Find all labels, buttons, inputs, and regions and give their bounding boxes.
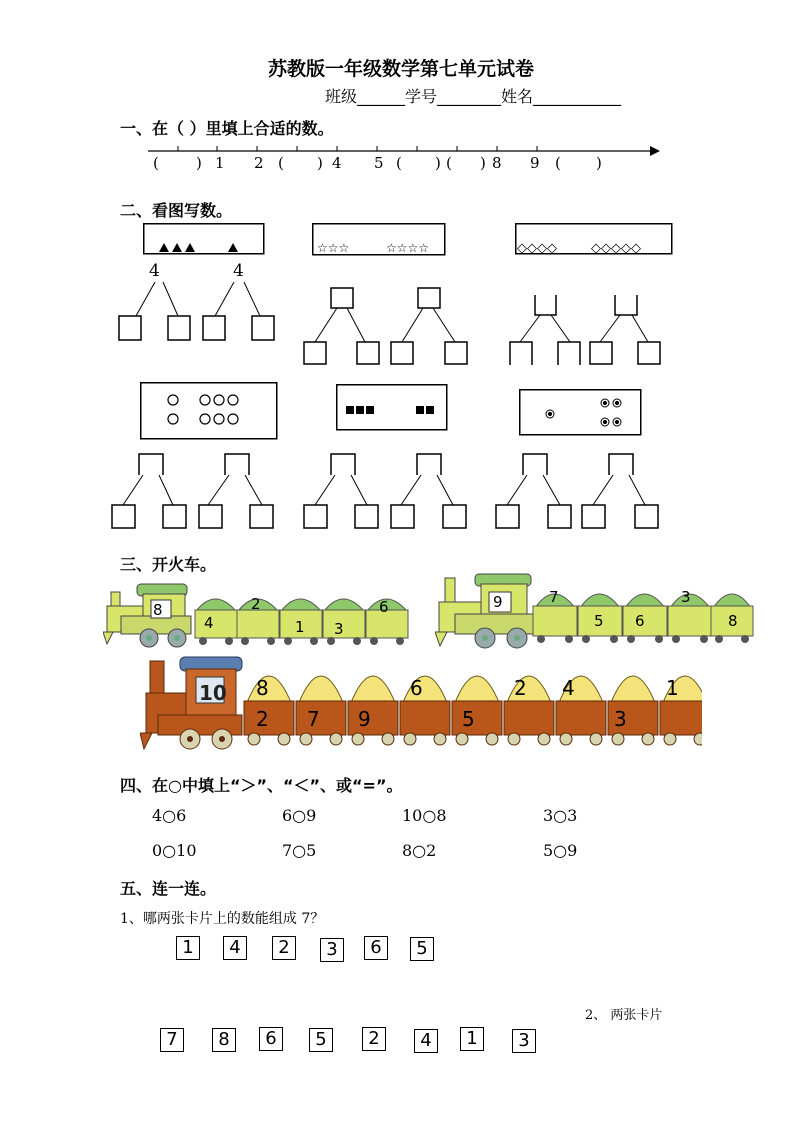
- train-3-car-body: [452, 701, 502, 735]
- train-3-car-bottom-number: 9: [358, 707, 371, 731]
- train-3-wheel: [590, 733, 602, 745]
- nl-paren-close: ): [435, 154, 441, 172]
- train-3-wheel: [664, 733, 676, 745]
- train-2-engine-number: 9: [493, 593, 503, 611]
- train-3-wheel: [300, 733, 312, 745]
- train-3-car-body: [400, 701, 450, 735]
- train-3-engine-number: 10: [199, 681, 227, 705]
- number-card[interactable]: 2: [362, 1027, 386, 1051]
- train-3-car-top-number: 1: [666, 676, 679, 700]
- train-2-car-number: 5: [594, 612, 604, 630]
- number-card[interactable]: 3: [512, 1029, 536, 1053]
- nl-number: 1: [215, 154, 225, 172]
- diamonds-picture: [515, 223, 673, 255]
- number-card[interactable]: 2: [272, 936, 296, 960]
- number-card[interactable]: 7: [160, 1028, 184, 1052]
- train-3-car-top-number: 4: [562, 676, 575, 700]
- train-3-wheel: [248, 733, 260, 745]
- nl-paren-open: (: [396, 154, 402, 172]
- triangles-picture: [143, 223, 265, 255]
- train-1-car-number: 3: [334, 620, 344, 638]
- train-3-wheel: [382, 733, 394, 745]
- train-3-car-bottom-number: 7: [307, 707, 320, 731]
- section-2-heading: 二、看图写数。: [120, 201, 233, 220]
- train-1-car-number: 6: [379, 598, 389, 616]
- svg-text:◇◇◇◇◇: ◇◇◇◇◇: [591, 241, 641, 255]
- train-3-wheel: [404, 733, 416, 745]
- section-3-heading: 三、开火车。: [120, 555, 217, 574]
- number-card[interactable]: 3: [320, 938, 344, 962]
- train-1-engine-number: 8: [153, 601, 163, 619]
- circles-picture: [140, 382, 278, 440]
- number-card[interactable]: 4: [414, 1029, 438, 1053]
- tree-top-number: 4: [233, 261, 244, 281]
- train-3-car-body: [296, 701, 346, 735]
- svg-text:◇◇◇◇: ◇◇◇◇: [517, 241, 557, 255]
- train-3-car-bottom-number: 3: [614, 707, 627, 731]
- nl-number: 4: [332, 154, 342, 172]
- train-3-wheel: [538, 733, 550, 745]
- train-3-car-bottom-number: 2: [256, 707, 269, 731]
- train-3-car-top-number: 6: [410, 676, 423, 700]
- train-3-car-body: [244, 701, 294, 735]
- question-2: 2、 两张卡片: [585, 1008, 663, 1023]
- compare-item: 0○10: [152, 841, 197, 860]
- number-card[interactable]: 1: [460, 1027, 484, 1051]
- rings-picture: [519, 389, 642, 436]
- nl-paren-close: ): [317, 154, 323, 172]
- compare-item: 4○6: [152, 806, 187, 825]
- nl-number: 5: [374, 154, 384, 172]
- page-title: 苏教版一年级数学第七单元试卷: [268, 58, 535, 80]
- compare-item: 10○8: [402, 806, 447, 825]
- train-3-car-body: [556, 701, 606, 735]
- train-3-wheel: [456, 733, 468, 745]
- train-2-car-number: 3: [681, 588, 691, 606]
- nl-number: 8: [492, 154, 502, 172]
- train-3-wheel: [612, 733, 624, 745]
- compare-item: 5○9: [543, 841, 578, 860]
- number-card[interactable]: 4: [223, 936, 247, 960]
- train-3-wheel: [278, 733, 290, 745]
- compare-item: 3○3: [543, 806, 578, 825]
- tree-top-number: 4: [149, 261, 160, 281]
- section-4-heading: 四、在○中填上“＞”、“＜”、或“=”。: [120, 776, 403, 795]
- train-3-wheel: [560, 733, 572, 745]
- nl-paren-close: ): [480, 154, 486, 172]
- train-1-car-number: 1: [295, 618, 305, 636]
- compare-item: 7○5: [282, 841, 317, 860]
- svg-text:☆☆☆☆: ☆☆☆☆: [386, 241, 430, 255]
- train-3-wheel: [642, 733, 654, 745]
- compare-item: 8○2: [402, 841, 437, 860]
- number-card[interactable]: 8: [212, 1028, 236, 1052]
- train-3-wheel: [330, 733, 342, 745]
- stars-picture: [312, 223, 446, 256]
- number-card[interactable]: 1: [176, 936, 200, 960]
- train-2-car-number: 8: [728, 612, 738, 630]
- train-2-car-number: 7: [549, 588, 559, 606]
- question-1: 1、哪两张卡片上的数能组成 7？: [120, 911, 325, 927]
- student-info-line: 班级______学号________姓名___________: [325, 87, 622, 106]
- nl-paren-open: (: [446, 154, 452, 172]
- train-3-car-body: [660, 701, 702, 735]
- number-card[interactable]: 5: [309, 1028, 333, 1052]
- train-1-car-number: 2: [251, 595, 261, 613]
- train-3-car-top-number: 8: [256, 676, 269, 700]
- nl-number: 9: [530, 154, 540, 172]
- compare-item: 6○9: [282, 806, 317, 825]
- nl-paren-open: (: [555, 154, 561, 172]
- train-3-car-bottom-number: 5: [462, 707, 475, 731]
- nl-paren-open: (: [153, 154, 159, 172]
- train-3-car-top-number: 2: [514, 676, 527, 700]
- number-card[interactable]: 6: [364, 936, 388, 960]
- train-1: [103, 580, 413, 652]
- train-3-wheel: [486, 733, 498, 745]
- split-trees-row-2: [105, 450, 675, 535]
- train-3-wheel: [694, 733, 702, 745]
- nl-paren-close: ): [596, 154, 602, 172]
- train-3-wheel: [508, 733, 520, 745]
- train-1-car-number: 4: [204, 614, 214, 632]
- train-3-wheel: [352, 733, 364, 745]
- split-trees-row-1: [110, 270, 680, 370]
- nl-paren-open: (: [278, 154, 284, 172]
- section-5-heading: 五、连一连。: [120, 879, 217, 898]
- squares-picture: [336, 384, 448, 431]
- train-3-car-body: [504, 701, 554, 735]
- nl-number: 2: [254, 154, 264, 172]
- section-1-heading: 一、在（ ）里填上合适的数。: [120, 119, 334, 138]
- train-3-wheel: [434, 733, 446, 745]
- train-3-car-body: [348, 701, 398, 735]
- svg-text:☆☆☆: ☆☆☆: [317, 241, 350, 255]
- number-card[interactable]: 6: [259, 1027, 283, 1051]
- train-2-car-number: 6: [635, 612, 645, 630]
- number-card[interactable]: 5: [410, 937, 434, 961]
- nl-paren-close: ): [196, 154, 202, 172]
